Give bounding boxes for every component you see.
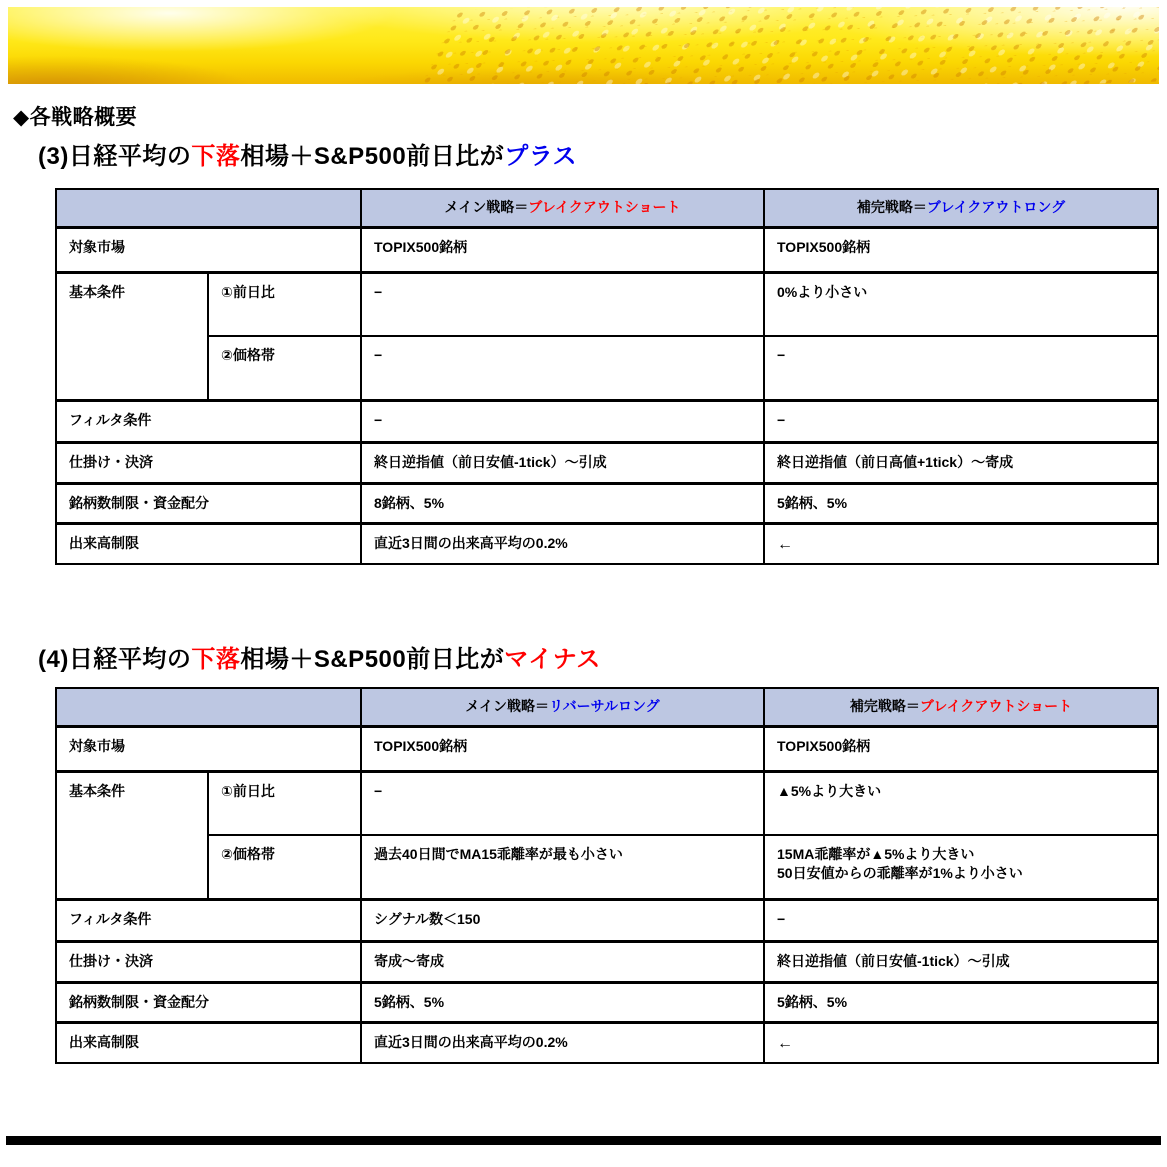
complement-strategy-label: 補完戦略＝ [856, 199, 927, 216]
cell-limits-comp: 5銘柄、5% [764, 982, 1158, 1022]
table-row [56, 483, 1158, 523]
row-label-entry-exit: 仕掛け・決済 [56, 941, 361, 982]
row-label-prev-day-ratio: ①前日比 [208, 771, 361, 835]
table-row [56, 941, 1158, 982]
main-strategy-header [361, 688, 764, 726]
row-label-filter-conditions: フィルタ条件 [56, 899, 361, 941]
cell-target-market-main: TOPIX500銘柄 [361, 227, 764, 272]
cell-entry-exit-main: 寄成～寄成 [361, 941, 764, 982]
cell-entry-exit-comp: 終日逆指値（前日安値-1tick）～引成 [764, 941, 1158, 982]
cell-filter-comp: − [764, 400, 1158, 442]
heading-scenario-4 [38, 639, 601, 674]
heading-scenario-3 [38, 136, 577, 171]
complement-strategy-header [764, 688, 1158, 726]
cell-volume-main: 直近3日間の出来高平均の0.2% [361, 1022, 764, 1063]
cell-target-market-comp: TOPIX500銘柄 [764, 726, 1158, 771]
price-band-comp-line2: 50日安値からの乖離率が1%より小さい [777, 865, 1023, 881]
heading-4-text1: 日経平均の [68, 646, 192, 673]
cell-prev-day-main: − [361, 272, 764, 336]
row-label-stock-limit-allocation: 銘柄数制限・資金配分 [56, 982, 361, 1022]
section-title: ◆各戦略概要 [13, 106, 138, 129]
cell-filter-main: シグナル数＜150 [361, 899, 764, 941]
complement-strategy-label: 補完戦略＝ [849, 698, 920, 715]
table-row [56, 272, 1158, 336]
row-label-price-band: ②価格帯 [208, 835, 361, 899]
cell-prev-day-comp: ▲5%より大きい [764, 771, 1158, 835]
cell-volume-comp-same-as-left-arrow: ← [764, 1022, 1158, 1063]
cell-prev-day-comp: 0%より小さい [764, 272, 1158, 336]
cell-price-band-main: − [361, 336, 764, 400]
row-label-target-market: 対象市場 [56, 227, 361, 272]
corner-cell [56, 688, 361, 726]
table-row [56, 189, 1158, 227]
table-row [56, 982, 1158, 1022]
row-label-filter-conditions: フィルタ条件 [56, 400, 361, 442]
cell-filter-comp: − [764, 899, 1158, 941]
heading-4-emphasis-2: マイナス [504, 646, 601, 673]
main-strategy-header [361, 189, 764, 227]
row-label-volume-limit: 出来高制限 [56, 1022, 361, 1063]
row-label-basic-conditions: 基本条件 [56, 272, 208, 400]
table-row [56, 688, 1158, 726]
complement-strategy-value: ブレイクアウトロング [926, 199, 1066, 216]
cell-entry-exit-comp: 終日逆指値（前日高値+1tick）～寄成 [764, 442, 1158, 483]
heading-3-emphasis-1: 下落 [191, 143, 241, 170]
cell-entry-exit-main: 終日逆指値（前日安値-1tick）～引成 [361, 442, 764, 483]
table-row [56, 1022, 1158, 1063]
row-label-entry-exit: 仕掛け・決済 [56, 442, 361, 483]
complement-strategy-value: ブレイクアウトショート [919, 698, 1073, 715]
heading-3-emphasis-2: プラス [504, 143, 578, 170]
main-strategy-label: メイン戦略＝ [465, 698, 550, 715]
corner-cell [56, 189, 361, 227]
bottom-double-rule [6, 1136, 1161, 1145]
table-row [56, 899, 1158, 941]
price-band-comp-line1: 15MA乖離率が▲5%より大きい [777, 846, 975, 862]
decorative-gold-banner [8, 7, 1159, 84]
cell-volume-main: 直近3日間の出来高平均の0.2% [361, 523, 764, 564]
complement-strategy-header [764, 189, 1158, 227]
strategy-table-scenario-3 [55, 188, 1159, 565]
cell-limits-main: 5銘柄、5% [361, 982, 764, 1022]
strategy-table-scenario-4 [55, 687, 1159, 1064]
table-row [56, 442, 1158, 483]
heading-3-text2: 相場＋S&P500前日比が [240, 143, 505, 170]
row-label-stock-limit-allocation: 銘柄数制限・資金配分 [56, 483, 361, 523]
row-label-target-market: 対象市場 [56, 726, 361, 771]
cell-price-band-comp [764, 835, 1158, 899]
table-row [56, 400, 1158, 442]
main-strategy-value: ブレイクアウトショート [528, 199, 681, 216]
row-label-price-band: ②価格帯 [208, 336, 361, 400]
main-strategy-value: リバーサルロング [549, 698, 660, 715]
cell-filter-main: − [361, 400, 764, 442]
row-label-basic-conditions: 基本条件 [56, 771, 208, 899]
table-row [56, 523, 1158, 564]
cell-target-market-comp: TOPIX500銘柄 [764, 227, 1158, 272]
cell-target-market-main: TOPIX500銘柄 [361, 726, 764, 771]
heading-4-text2: 相場＋S&P500前日比が [240, 646, 505, 673]
cell-prev-day-main: − [361, 771, 764, 835]
cell-volume-comp-same-as-left-arrow: ← [764, 523, 1158, 564]
table-row [56, 227, 1158, 272]
table-row [56, 726, 1158, 771]
row-label-volume-limit: 出来高制限 [56, 523, 361, 564]
cell-limits-comp: 5銘柄、5% [764, 483, 1158, 523]
main-strategy-label: メイン戦略＝ [444, 199, 529, 216]
table-row [56, 771, 1158, 835]
heading-4-emphasis-1: 下落 [191, 646, 241, 673]
heading-4-prefix: (4) [38, 646, 69, 673]
cell-price-band-comp: − [764, 336, 1158, 400]
heading-3-text1: 日経平均の [68, 143, 192, 170]
heading-3-prefix: (3) [38, 143, 69, 170]
cell-price-band-main: 過去40日間でMA15乖離率が最も小さい [361, 835, 764, 899]
row-label-prev-day-ratio: ①前日比 [208, 272, 361, 336]
table-row [56, 835, 1158, 899]
table-row [56, 336, 1158, 400]
cell-limits-main: 8銘柄、5% [361, 483, 764, 523]
